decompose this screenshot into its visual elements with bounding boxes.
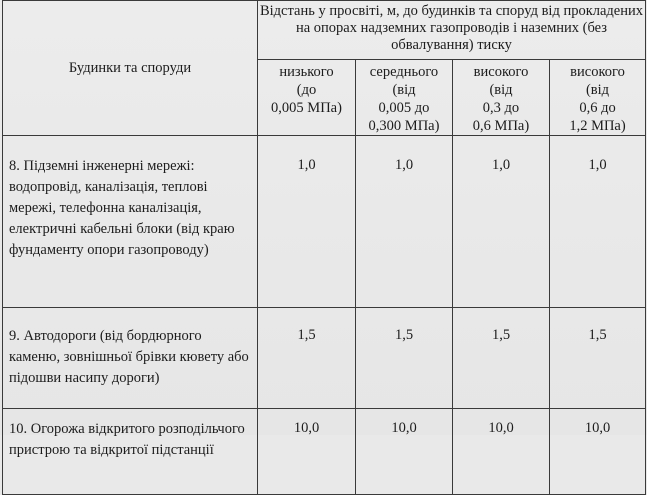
pressure-header-medium: середнього (від 0,005 до 0,300 МПа) xyxy=(356,60,453,136)
row-8-value-high-1: 1,0 xyxy=(453,136,550,308)
pressure-header-low: низького (до 0,005 МПа) xyxy=(258,60,356,136)
row-8-value-low: 1,0 xyxy=(258,136,356,308)
row-9-name: 9. Автодороги (від бордюрного каменю, зовнішньої брівки кювету або підошви насипу дороги) xyxy=(3,308,258,409)
table-row xyxy=(3,409,646,495)
header-row-top xyxy=(3,1,646,60)
row-10-value-medium: 10,0 xyxy=(356,409,453,495)
distance-group-header-text: Відстань у просвіті, м, до будинків та споруд від прокладених на опорах надземних газопроводів і наземних (без обвалування) тиску xyxy=(259,3,644,53)
buildings-column-header xyxy=(3,1,258,136)
row-9-value-medium: 1,5 xyxy=(356,308,453,409)
row-9-value-high-1: 1,5 xyxy=(453,308,550,409)
row-8-value-high-2: 1,0 xyxy=(550,136,646,308)
row-10-value-low: 10,0 xyxy=(258,409,356,495)
pressure-header-high-2: високого (від 0,6 до 1,2 МПа) xyxy=(550,60,646,136)
table-row xyxy=(3,136,646,308)
distance-group-header xyxy=(258,1,646,60)
table-row xyxy=(3,308,646,409)
buildings-header-text: Будинки та споруди xyxy=(68,60,192,76)
gas-pipeline-distance-table xyxy=(2,0,646,495)
row-9-value-high-2: 1,5 xyxy=(550,308,646,409)
row-8-value-medium: 1,0 xyxy=(356,136,453,308)
pressure-header-high-1: високого (від 0,3 до 0,6 МПа) xyxy=(453,60,550,136)
row-10-name: 10. Огорожа відкритого розподільчого пристрою та відкритої підстанції xyxy=(3,409,258,495)
row-8-name: 8. Підземні інженерні мережі: водопровід, каналізація, теплові мережі, телефонна каналізація, електричні кабельні блоки (від краю фундаменту опори газопроводу) xyxy=(3,136,258,308)
row-9-value-low: 1,5 xyxy=(258,308,356,409)
row-10-value-high-1: 10,0 xyxy=(453,409,550,495)
row-10-value-high-2: 10,0 xyxy=(550,409,646,495)
